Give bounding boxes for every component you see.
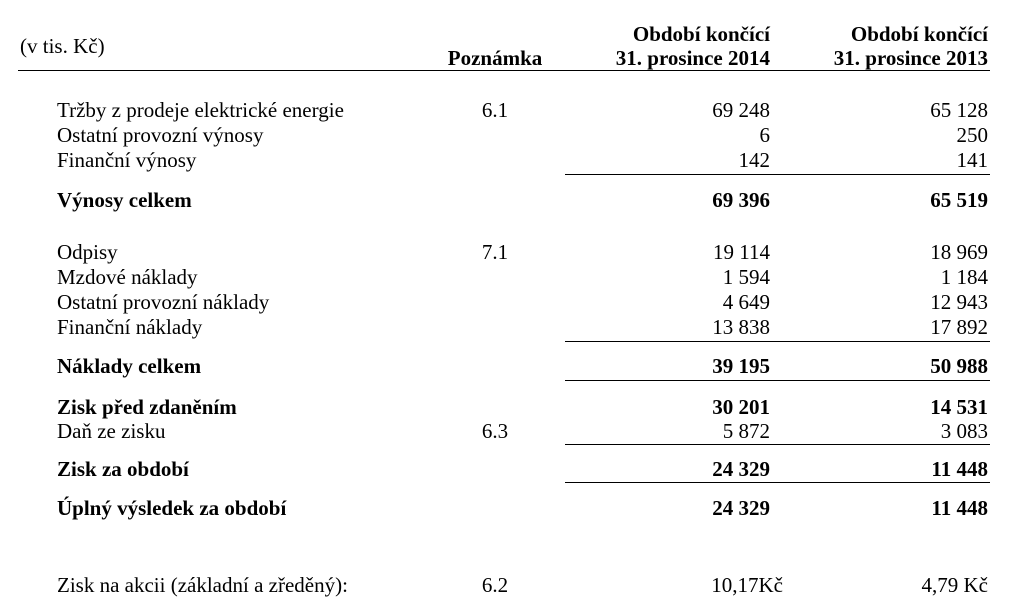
subtotal-rule xyxy=(565,444,990,445)
total-value-2013: 11 448 xyxy=(931,496,988,520)
row-value-2013: 65 128 xyxy=(930,98,988,122)
row-value-2013: 250 xyxy=(956,123,988,147)
row-value-2013: 3 083 xyxy=(940,419,988,443)
row-note: 6.3 xyxy=(481,419,509,443)
row-label: Finanční výnosy xyxy=(57,148,197,172)
total-value-2014: 39 195 xyxy=(712,354,770,378)
row-value-2013: 4,79 Kč xyxy=(921,573,988,597)
total-label: Úplný výsledek za období xyxy=(57,496,287,520)
row-label: Mzdové náklady xyxy=(57,265,198,289)
row-value-2014: 1 594 xyxy=(722,265,770,289)
row-value-2014: 19 114 xyxy=(713,240,770,264)
row-value-2014: 13 838 xyxy=(712,315,770,339)
note-column-header: Poznámka xyxy=(447,46,543,70)
total-value-2013: 65 519 xyxy=(930,188,988,212)
total-label: Výnosy celkem xyxy=(57,188,192,212)
total-value-2014: 24 329 xyxy=(712,457,770,481)
total-value-2013: 50 988 xyxy=(930,354,988,378)
row-value-2013: 1 184 xyxy=(940,265,988,289)
row-label: Odpisy xyxy=(57,240,118,264)
subtotal-rule xyxy=(565,380,990,381)
row-value-2014: 10,17Kč xyxy=(711,573,783,597)
header-rule xyxy=(18,70,990,71)
row-value-2013: 141 xyxy=(956,148,988,172)
period-2013-header-line2: 31. prosince 2013 xyxy=(833,46,988,70)
subtotal-rule xyxy=(565,341,990,342)
row-label: Ostatní provozní výnosy xyxy=(57,123,264,147)
row-label: Finanční náklady xyxy=(57,315,203,339)
row-value-2014: 69 248 xyxy=(712,98,770,122)
period-2014-header-line2: 31. prosince 2014 xyxy=(615,46,770,70)
row-value-2013: 18 969 xyxy=(930,240,988,264)
row-note: 7.1 xyxy=(481,240,509,264)
total-value-2013: 11 448 xyxy=(931,457,988,481)
total-value-2013: 14 531 xyxy=(930,395,988,419)
row-label: Daň ze zisku xyxy=(57,419,166,443)
row-note: 6.2 xyxy=(481,573,509,597)
subtotal-rule xyxy=(565,482,990,483)
total-value-2014: 30 201 xyxy=(712,395,770,419)
row-label: Zisk na akcii (základní a zředěný): xyxy=(57,573,348,597)
subtotal-rule xyxy=(565,174,990,175)
total-label: Zisk za období xyxy=(57,457,189,481)
row-value-2014: 5 872 xyxy=(722,419,770,443)
row-note: 6.1 xyxy=(481,98,509,122)
total-label: Náklady celkem xyxy=(57,354,202,378)
row-value-2014: 4 649 xyxy=(722,290,770,314)
unit-label: (v tis. Kč) xyxy=(20,34,105,58)
row-value-2014: 6 xyxy=(759,123,770,147)
period-2014-header-line1: Období končící xyxy=(632,22,770,46)
row-label: Tržby z prodeje elektrické energie xyxy=(57,98,344,122)
row-label: Ostatní provozní náklady xyxy=(57,290,270,314)
period-2013-header-line1: Období končící xyxy=(850,22,988,46)
row-value-2013: 17 892 xyxy=(930,315,988,339)
row-value-2013: 12 943 xyxy=(930,290,988,314)
total-label: Zisk před zdaněním xyxy=(57,395,237,419)
total-value-2014: 69 396 xyxy=(712,188,770,212)
total-value-2014: 24 329 xyxy=(712,496,770,520)
row-value-2014: 142 xyxy=(738,148,770,172)
